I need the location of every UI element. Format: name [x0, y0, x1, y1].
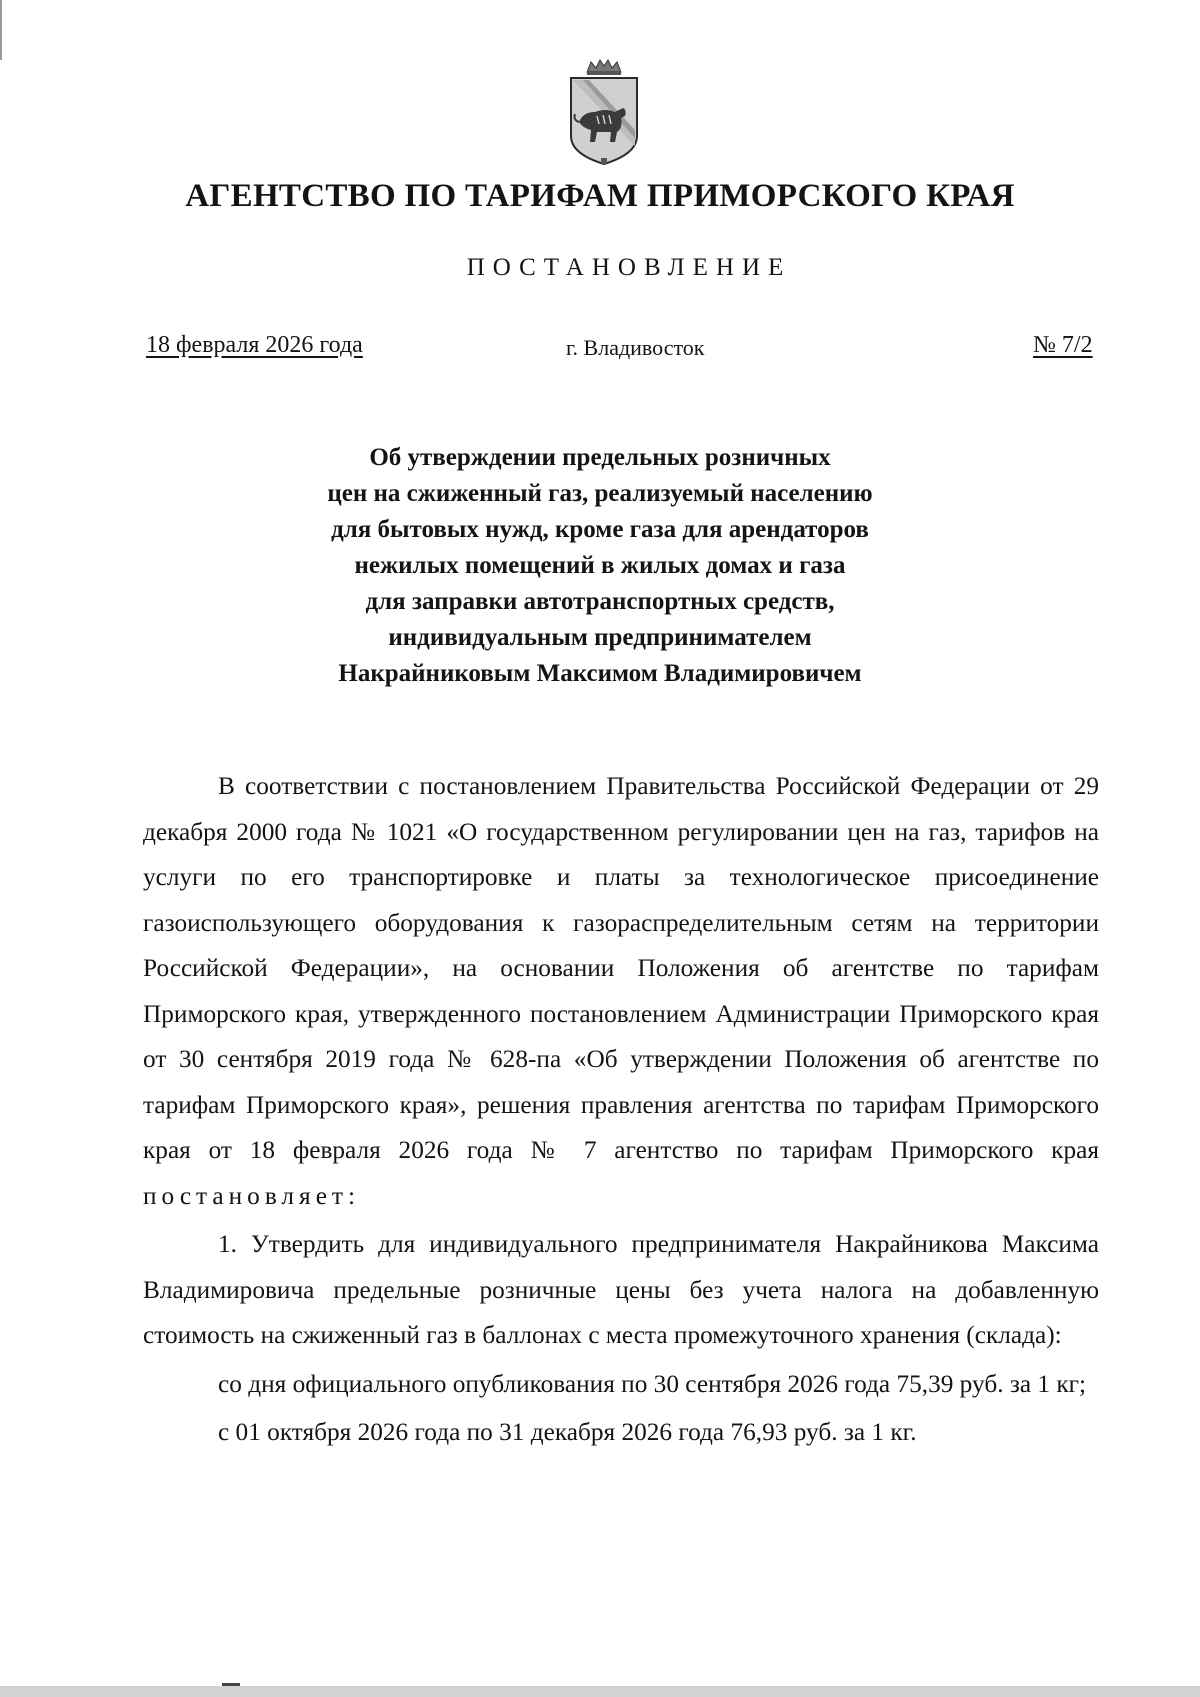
paragraph-item-1: 1. Утвердить для индивидуального предпринимателя Накрайникова Максима Владимировича предельные розничные цены без учета налога на добавленную стоимость на сжиженный газ в баллонах с места промежуточного хранения (склада): [143, 1230, 1099, 1349]
paragraph-preamble [143, 764, 1099, 1219]
paragraph-price-period-2: с 01 октября 2026 года по 31 декабря 2026 года 76,93 руб. за 1 кг. [218, 1418, 917, 1446]
document-type: ПОСТАНОВЛЕНИЕ [466, 254, 792, 281]
paragraph-price-period-1: со дня официального опубликования по 30 сентября 2026 года 75,39 руб. за 1 кг; [218, 1369, 1087, 1398]
scan-mark [222, 1683, 240, 1686]
scan-edge-bottom [0, 1686, 1200, 1697]
document-body [143, 764, 1099, 1456]
document-city: г. Владивосток [566, 335, 705, 360]
agency-name: АГЕНТСТВО ПО ТАРИФАМ ПРИМОРСКОГО КРАЯ [185, 178, 1015, 214]
title-line: для заправки автотранспортных средств, [365, 588, 835, 615]
resolves-word: постановляет: [143, 1181, 361, 1210]
title-line: цен на сжиженный газ, реализуемый населению [327, 480, 873, 507]
preamble-text: В соответствии с постановлением Правительства Российской Федерации от 29 декабря 2000 года № 1021 «О государственном регулировании цен на газ, тарифов на услуги по его транспортировке и платы за технологическое присоединение газоиспользующего оборудования к газораспределительным сетям на территории Российской Федерации», на основании Положения об агентстве по тарифам Приморского края, утвержденного постановлением Администрации Приморского края от 30 сентября 2019 года № 628-па «Об утверждении Положения об агентстве по тарифам Приморского края», решения правления агентства по тарифам Приморского края от 18 февраля 2026 года № 7 агентство по тарифам Приморского края [143, 772, 1099, 1164]
scan-edge-left [0, 0, 2, 60]
title-line: для бытовых нужд, кроме газа для арендаторов [331, 516, 869, 543]
document-title [200, 440, 1000, 692]
document-date: 18 февраля 2026 года [146, 332, 363, 358]
title-line: Накрайниковым Максимом Владимировичем [338, 660, 862, 687]
document-number: № 7/2 [1033, 332, 1093, 358]
title-line: Об утверждении предельных розничных [369, 444, 831, 471]
title-line: нежилых помещений в жилых домах и газа [354, 552, 846, 579]
coat-of-arms-icon [565, 58, 643, 168]
title-line: индивидуальным предпринимателем [388, 624, 812, 651]
